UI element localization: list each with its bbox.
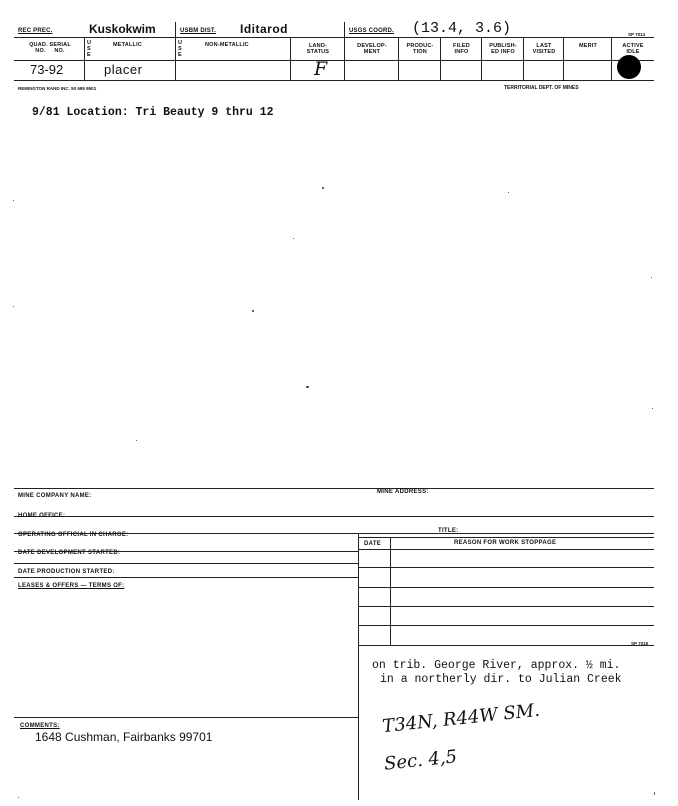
metallic-value: placer: [104, 62, 143, 77]
col-filed-info: FILED INFO: [453, 43, 470, 55]
reason-column-header: REASON FOR WORK STOPPAGE: [454, 540, 557, 546]
notes-line-2: in a northerly dir. to Julian Creek: [380, 673, 622, 686]
usbm-dist-value: Iditarod: [240, 22, 288, 36]
col-use-1: U S E: [87, 40, 92, 58]
mine-company-name-label: MINE COMPANY NAME:: [18, 493, 92, 499]
title-label: TITLE:: [438, 528, 459, 534]
active-status-dot: [617, 55, 641, 79]
col-use-2: U S E: [178, 40, 183, 58]
home-office-label: HOME OFFICE:: [18, 513, 66, 519]
comments-label: COMMENTS:: [20, 723, 60, 729]
rec-prec-value: Kuskokwim: [89, 22, 156, 36]
quad-serial-value: 73-92: [30, 62, 64, 77]
imprint-right: TERRITORIAL DEPT. OF MINES: [504, 85, 579, 91]
form-code-top: SP 7014: [628, 32, 646, 37]
col-last-visited: LAST VISITED: [532, 43, 556, 55]
col-production: PRODUC- TION: [406, 43, 434, 55]
col-published-info: PUBLISH- ED INFO: [489, 43, 517, 55]
col-non-metallic: NON-METALLIC: [205, 42, 249, 48]
date-prod-started-label: DATE PRODUCTION STARTED:: [18, 569, 115, 575]
form-code-bottom: SP 7015: [631, 641, 649, 646]
col-active-idle: ACTIVE IDLE: [622, 43, 644, 55]
col-development: DEVELOP- MENT: [357, 43, 387, 55]
imprint-left: REMINGTON RAND INC. 50 695 9501: [18, 86, 97, 91]
township-handwriting: T34N, R44W SM.: [381, 699, 541, 738]
rec-prec-label: REC PREC.: [18, 28, 53, 34]
usgs-coord-value: (13.4, 3.6): [412, 20, 512, 37]
land-status-value: F: [314, 58, 328, 80]
date-column-header: DATE: [364, 541, 382, 547]
operating-official-label: OPERATING OFFICIAL IN CHARGE:: [18, 532, 129, 538]
section-handwriting: Sec. 4,5: [383, 746, 459, 775]
col-land-status: LAND- STATUS: [306, 43, 330, 55]
leases-label: LEASES & OFFERS — TERMS OF:: [18, 583, 125, 589]
usgs-coord-label: USGS COORD.: [349, 28, 394, 34]
location-note: 9/81 Location: Tri Beauty 9 thru 12: [32, 106, 274, 119]
comments-value: 1648 Cushman, Fairbanks 99701: [35, 730, 213, 744]
date-dev-started-label: DATE DEVELOPMENT STARTED:: [18, 550, 121, 556]
mine-address-label: MINE ADDRESS:: [377, 489, 429, 495]
col-metallic: METALLIC: [113, 42, 142, 48]
col-quad-serial: QUAD. SERIAL NO. NO.: [29, 42, 71, 54]
col-merit: MERIT: [578, 43, 598, 49]
notes-line-1: on trib. George River, approx. ½ mi.: [372, 659, 621, 672]
usbm-dist-label: USBM DIST.: [180, 28, 217, 34]
